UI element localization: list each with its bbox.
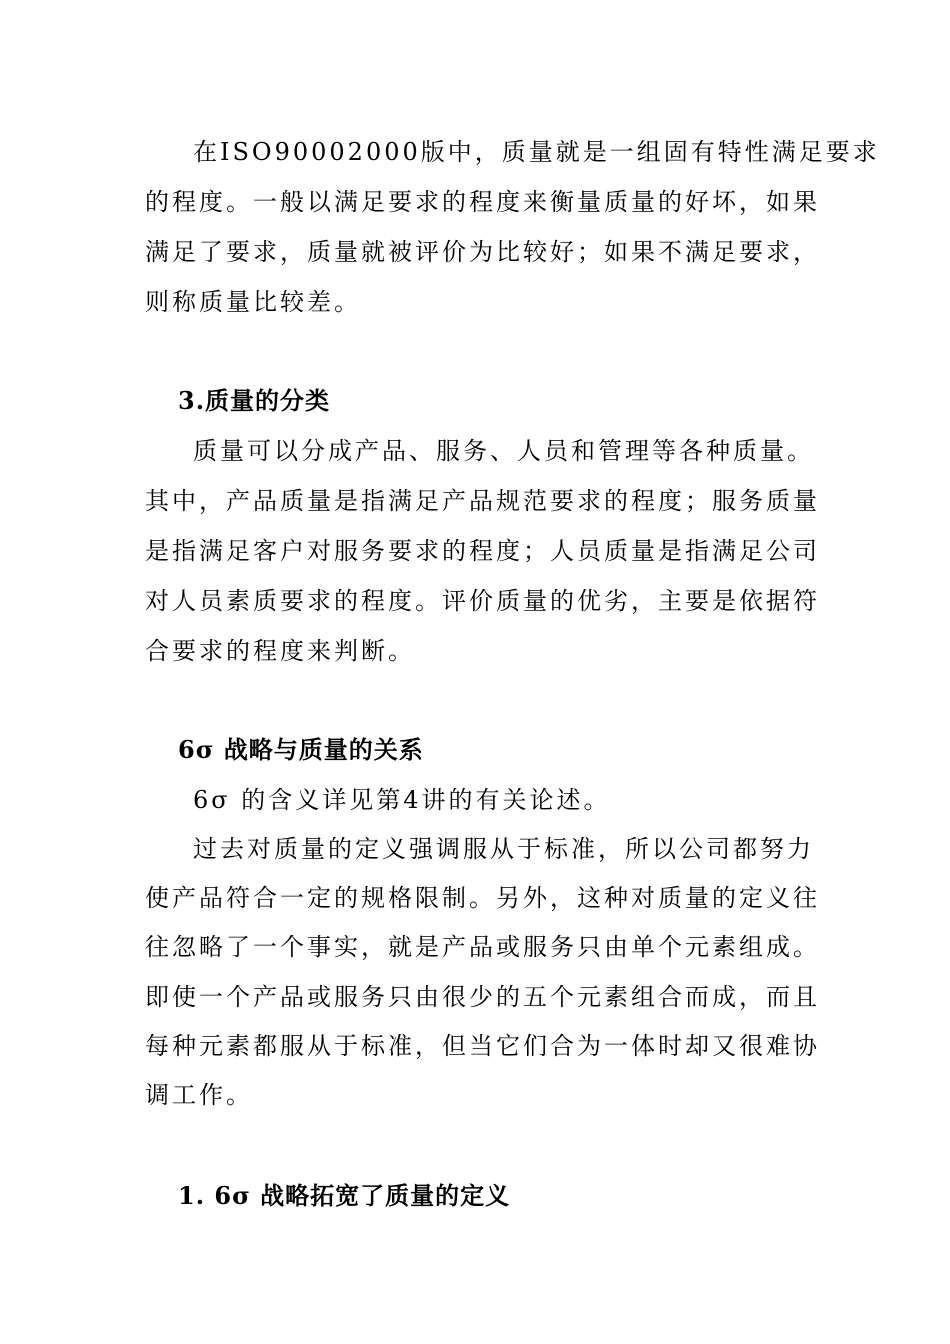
paragraph-line: 满足了要求，质量就被评价为比较好；如果不满足要求， [145, 238, 820, 266]
paragraph-line: 调工作。 [145, 1081, 253, 1109]
paragraph-line: 合要求的程度来判断。 [145, 637, 415, 665]
paragraph-line: 过去对质量的定义强调服从于标准，所以公司都努力 [193, 835, 814, 863]
paragraph-line: 每种元素都服从于标准，但当它们合为一体时却又很难协 [145, 1032, 820, 1060]
paragraph-line: 则称质量比较差。 [145, 288, 361, 316]
intro-line: 6σ 的含义详见第4讲的有关论述。 [193, 786, 611, 814]
paragraph-line: 是指满足客户对服务要求的程度；人员质量是指满足公司 [145, 537, 820, 565]
section-heading: 3.质量的分类 [178, 386, 331, 415]
paragraph-line: 在ISO90002000版中，质量就是一组固有特性满足要求 [193, 138, 880, 166]
paragraph-line: 往忽略了一个事实，就是产品或服务只由单个元素组成。 [145, 933, 820, 961]
paragraph-line: 即使一个产品或服务只由很少的五个元素组合而成，而且 [145, 983, 820, 1011]
paragraph-line: 对人员素质要求的程度。评价质量的优劣，主要是依据符 [145, 587, 820, 615]
paragraph-line: 的程度。一般以满足要求的程度来衡量质量的好坏，如果 [145, 188, 820, 216]
paragraph-line: 质量可以分成产品、服务、人员和管理等各种质量。 [193, 437, 814, 465]
paragraph-line: 其中，产品质量是指满足产品规范要求的程度；服务质量 [145, 487, 820, 515]
paragraph-line: 使产品符合一定的规格限制。另外，这种对质量的定义往 [145, 884, 820, 912]
section-heading: 1. 6σ 战略拓宽了质量的定义 [178, 1181, 511, 1210]
section-heading: 6σ 战略与质量的关系 [178, 735, 424, 764]
